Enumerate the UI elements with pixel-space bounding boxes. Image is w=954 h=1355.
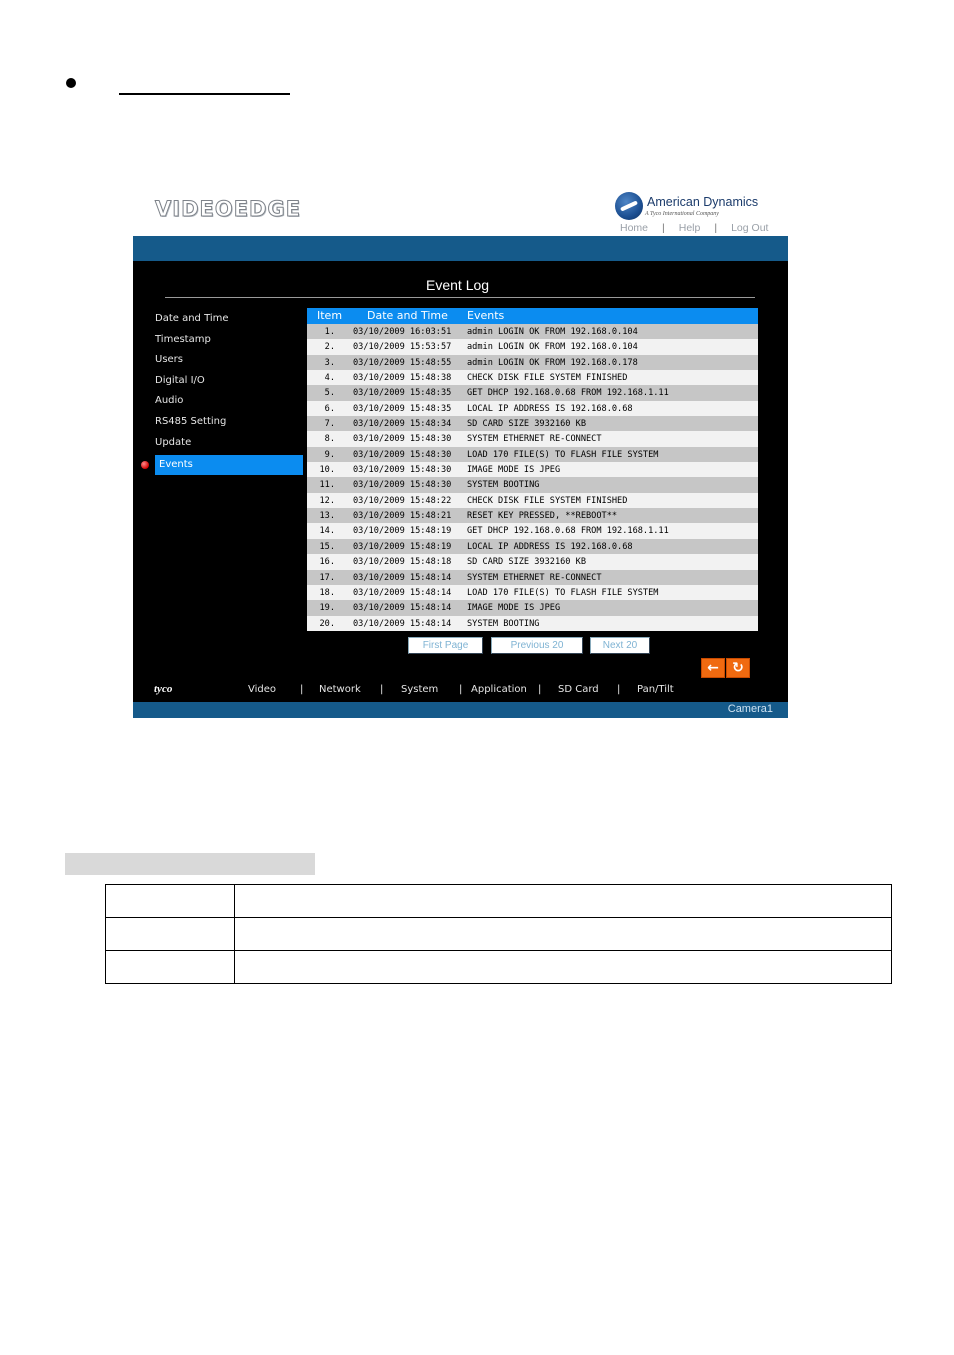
section-heading-bar [65, 853, 315, 875]
table-row [307, 523, 758, 538]
company-name: American Dynamics [647, 195, 759, 209]
cell-item: 12. [319, 495, 335, 506]
cell-event: LOAD 170 FILE(S) TO FLASH FILE SYSTEM [467, 587, 659, 598]
column-header-date-time: Date and Time [367, 309, 448, 322]
videoedge-logo: VIDEOEDGE [155, 197, 302, 221]
cell-item: 14. [319, 526, 335, 537]
cell-event: SYSTEM ETHERNET RE-CONNECT [467, 434, 602, 445]
sidebar-item-date-and-time[interactable]: Date and Time [155, 313, 229, 324]
cell-date-time: 03/10/2009 15:48:14 [353, 587, 452, 598]
header-band [133, 236, 788, 261]
description-table [105, 884, 892, 984]
cell-event: RESET KEY PRESSED, **REBOOT** [467, 511, 618, 522]
cell-event: CHECK DISK FILE SYSTEM FINISHED [467, 373, 628, 384]
table-cell [235, 885, 892, 918]
tyco-logo: tyco [154, 683, 173, 695]
table-row [307, 508, 758, 523]
cell-date-time: 03/10/2009 15:48:30 [353, 480, 452, 491]
table-row [307, 370, 758, 385]
table-row [307, 431, 758, 446]
cell-event: GET DHCP 192.168.0.68 FROM 192.168.1.11 [467, 388, 669, 399]
nav-separator: | [300, 684, 304, 695]
heading-underline [119, 93, 290, 95]
cell-date-time: 03/10/2009 15:48:14 [353, 618, 452, 629]
table-row [307, 570, 758, 585]
cell-item: 8. [324, 434, 335, 445]
cell-date-time: 03/10/2009 15:48:18 [353, 557, 452, 568]
help-link[interactable]: Help [678, 222, 701, 234]
bottom-nav-pan-tilt[interactable]: Pan/Tilt [637, 684, 674, 695]
table-row [307, 401, 758, 416]
table-row [106, 951, 892, 984]
table-row [307, 477, 758, 492]
table-row [307, 600, 758, 615]
nav-separator: | [617, 684, 621, 695]
table-row [307, 554, 758, 569]
table-row [307, 355, 758, 370]
link-separator: | [662, 222, 665, 234]
cell-item: 1. [324, 327, 335, 337]
event-log-header [307, 308, 758, 324]
cell-date-time: 03/10/2009 15:48:38 [353, 373, 452, 384]
bottom-nav-system[interactable]: System [401, 684, 439, 695]
cell-event: CHECK DISK FILE SYSTEM FINISHED [467, 495, 628, 506]
cell-date-time: 03/10/2009 16:03:51 [353, 327, 452, 337]
cell-date-time: 03/10/2009 15:48:35 [353, 388, 452, 399]
sidebar-item-digital-io[interactable]: Digital I/O [155, 374, 205, 386]
cell-item: 20. [319, 618, 335, 629]
cell-event: admin LOGIN OK FROM 192.168.0.104 [467, 327, 638, 337]
column-header-events: Events [467, 309, 505, 322]
sidebar-item-users[interactable]: Users [155, 354, 184, 366]
sidebar-item-update[interactable]: Update [155, 436, 192, 448]
cell-date-time: 03/10/2009 15:53:57 [353, 342, 452, 353]
cell-date-time: 03/10/2009 15:48:22 [353, 495, 452, 506]
american-dynamics-globe-icon [615, 192, 643, 220]
table-cell [235, 951, 892, 984]
table-cell [106, 951, 235, 984]
cell-item: 10. [319, 465, 335, 476]
bottom-nav-sd-card[interactable]: SD Card [558, 684, 599, 695]
logout-link[interactable]: Log Out [731, 222, 769, 234]
cell-date-time: 03/10/2009 15:48:34 [353, 419, 452, 430]
company-tagline: A Tyco International Company [645, 211, 719, 217]
cell-event: GET DHCP 192.168.0.68 FROM 192.168.1.11 [467, 526, 669, 537]
sidebar-item-label: Events [159, 459, 193, 471]
cell-date-time: 03/10/2009 15:48:14 [353, 572, 452, 583]
cell-event: SYSTEM ETHERNET RE-CONNECT [467, 572, 602, 583]
table-row [307, 324, 758, 339]
sidebar-item-timestamp[interactable]: Timestamp [155, 333, 211, 345]
cell-event: IMAGE MODE IS JPEG [467, 603, 561, 614]
sidebar-item-rs485-setting[interactable]: RS485 Setting [155, 415, 227, 427]
nav-separator: | [459, 684, 463, 695]
cell-item: 5. [324, 388, 335, 399]
cell-item: 19. [319, 603, 335, 614]
event-log-rows [307, 324, 758, 631]
cell-item: 11. [319, 480, 335, 491]
table-row [307, 339, 758, 354]
bottom-nav-application[interactable]: Application [471, 684, 527, 695]
cell-item: 3. [324, 357, 335, 368]
back-arrow-icon[interactable]: ← [701, 658, 725, 678]
cell-date-time: 03/10/2009 15:48:30 [353, 449, 452, 460]
cell-date-time: 03/10/2009 15:48:19 [353, 541, 452, 552]
cell-event: admin LOGIN OK FROM 192.168.0.104 [467, 342, 638, 353]
cell-date-time: 03/10/2009 15:48:55 [353, 357, 452, 368]
first-page-button[interactable]: First Page [408, 637, 483, 654]
cell-event: SYSTEM BOOTING [467, 618, 540, 629]
next-20-button[interactable]: Next 20 [590, 637, 650, 654]
table-cell [106, 885, 235, 918]
table-row [307, 585, 758, 600]
cell-event: LOAD 170 FILE(S) TO FLASH FILE SYSTEM [467, 449, 659, 460]
cell-event: SYSTEM BOOTING [467, 480, 540, 491]
refresh-icon[interactable]: ↻ [726, 658, 750, 678]
status-bar [133, 702, 788, 718]
bottom-nav-network[interactable]: Network [319, 684, 361, 695]
cell-item: 2. [324, 342, 335, 353]
previous-20-button[interactable]: Previous 20 [491, 637, 583, 654]
cell-event: SD CARD SIZE 3932160 KB [467, 557, 586, 568]
cell-item: 18. [319, 587, 335, 598]
cell-date-time: 03/10/2009 15:48:30 [353, 434, 452, 445]
table-cell [235, 918, 892, 951]
title-divider [165, 297, 755, 298]
cell-item: 6. [324, 403, 335, 414]
cell-event: SD CARD SIZE 3932160 KB [467, 419, 586, 430]
table-row [307, 447, 758, 462]
sidebar-item-events[interactable] [155, 455, 303, 475]
cell-item: 7. [324, 419, 335, 430]
nav-separator: | [538, 684, 542, 695]
cell-item: 9. [324, 449, 335, 460]
videoedge-screenshot [133, 190, 788, 718]
cell-date-time: 03/10/2009 15:48:19 [353, 526, 452, 537]
cell-date-time: 03/10/2009 15:48:14 [353, 603, 452, 614]
bottom-nav-video[interactable]: Video [248, 684, 277, 695]
cell-item: 15. [319, 541, 335, 552]
page-title: Event Log [426, 277, 490, 293]
active-indicator-dot-icon [141, 461, 149, 469]
table-row [307, 462, 758, 477]
table-row [307, 416, 758, 431]
table-row [307, 616, 758, 631]
main-panel [133, 261, 788, 702]
table-cell [106, 918, 235, 951]
home-link[interactable]: Home [620, 222, 649, 234]
cell-event: admin LOGIN OK FROM 192.168.0.178 [467, 357, 638, 368]
cell-event: IMAGE MODE IS JPEG [467, 465, 561, 476]
sidebar-item-audio[interactable]: Audio [155, 395, 184, 407]
table-row [307, 539, 758, 554]
table-row [106, 885, 892, 918]
bullet-point [66, 78, 76, 88]
cell-date-time: 03/10/2009 15:48:30 [353, 465, 452, 476]
cell-item: 13. [319, 511, 335, 522]
cell-date-time: 03/10/2009 15:48:21 [353, 511, 452, 522]
link-separator: | [714, 222, 718, 234]
table-row [106, 918, 892, 951]
cell-date-time: 03/10/2009 15:48:35 [353, 403, 452, 414]
header-logo-area [133, 190, 788, 236]
table-row [307, 493, 758, 508]
nav-separator: | [380, 684, 384, 695]
cell-item: 4. [324, 373, 335, 384]
event-log-table [307, 308, 758, 631]
column-header-item: Item [317, 309, 343, 322]
table-row [307, 385, 758, 400]
cell-event: LOCAL IP ADDRESS IS 192.168.0.68 [467, 541, 633, 552]
cell-item: 17. [319, 572, 335, 583]
cell-item: 16. [319, 557, 335, 568]
top-links [620, 222, 768, 234]
cell-event: LOCAL IP ADDRESS IS 192.168.0.68 [467, 403, 633, 414]
camera-label: Camera1 [727, 703, 773, 715]
sidebar-menu [155, 311, 305, 475]
